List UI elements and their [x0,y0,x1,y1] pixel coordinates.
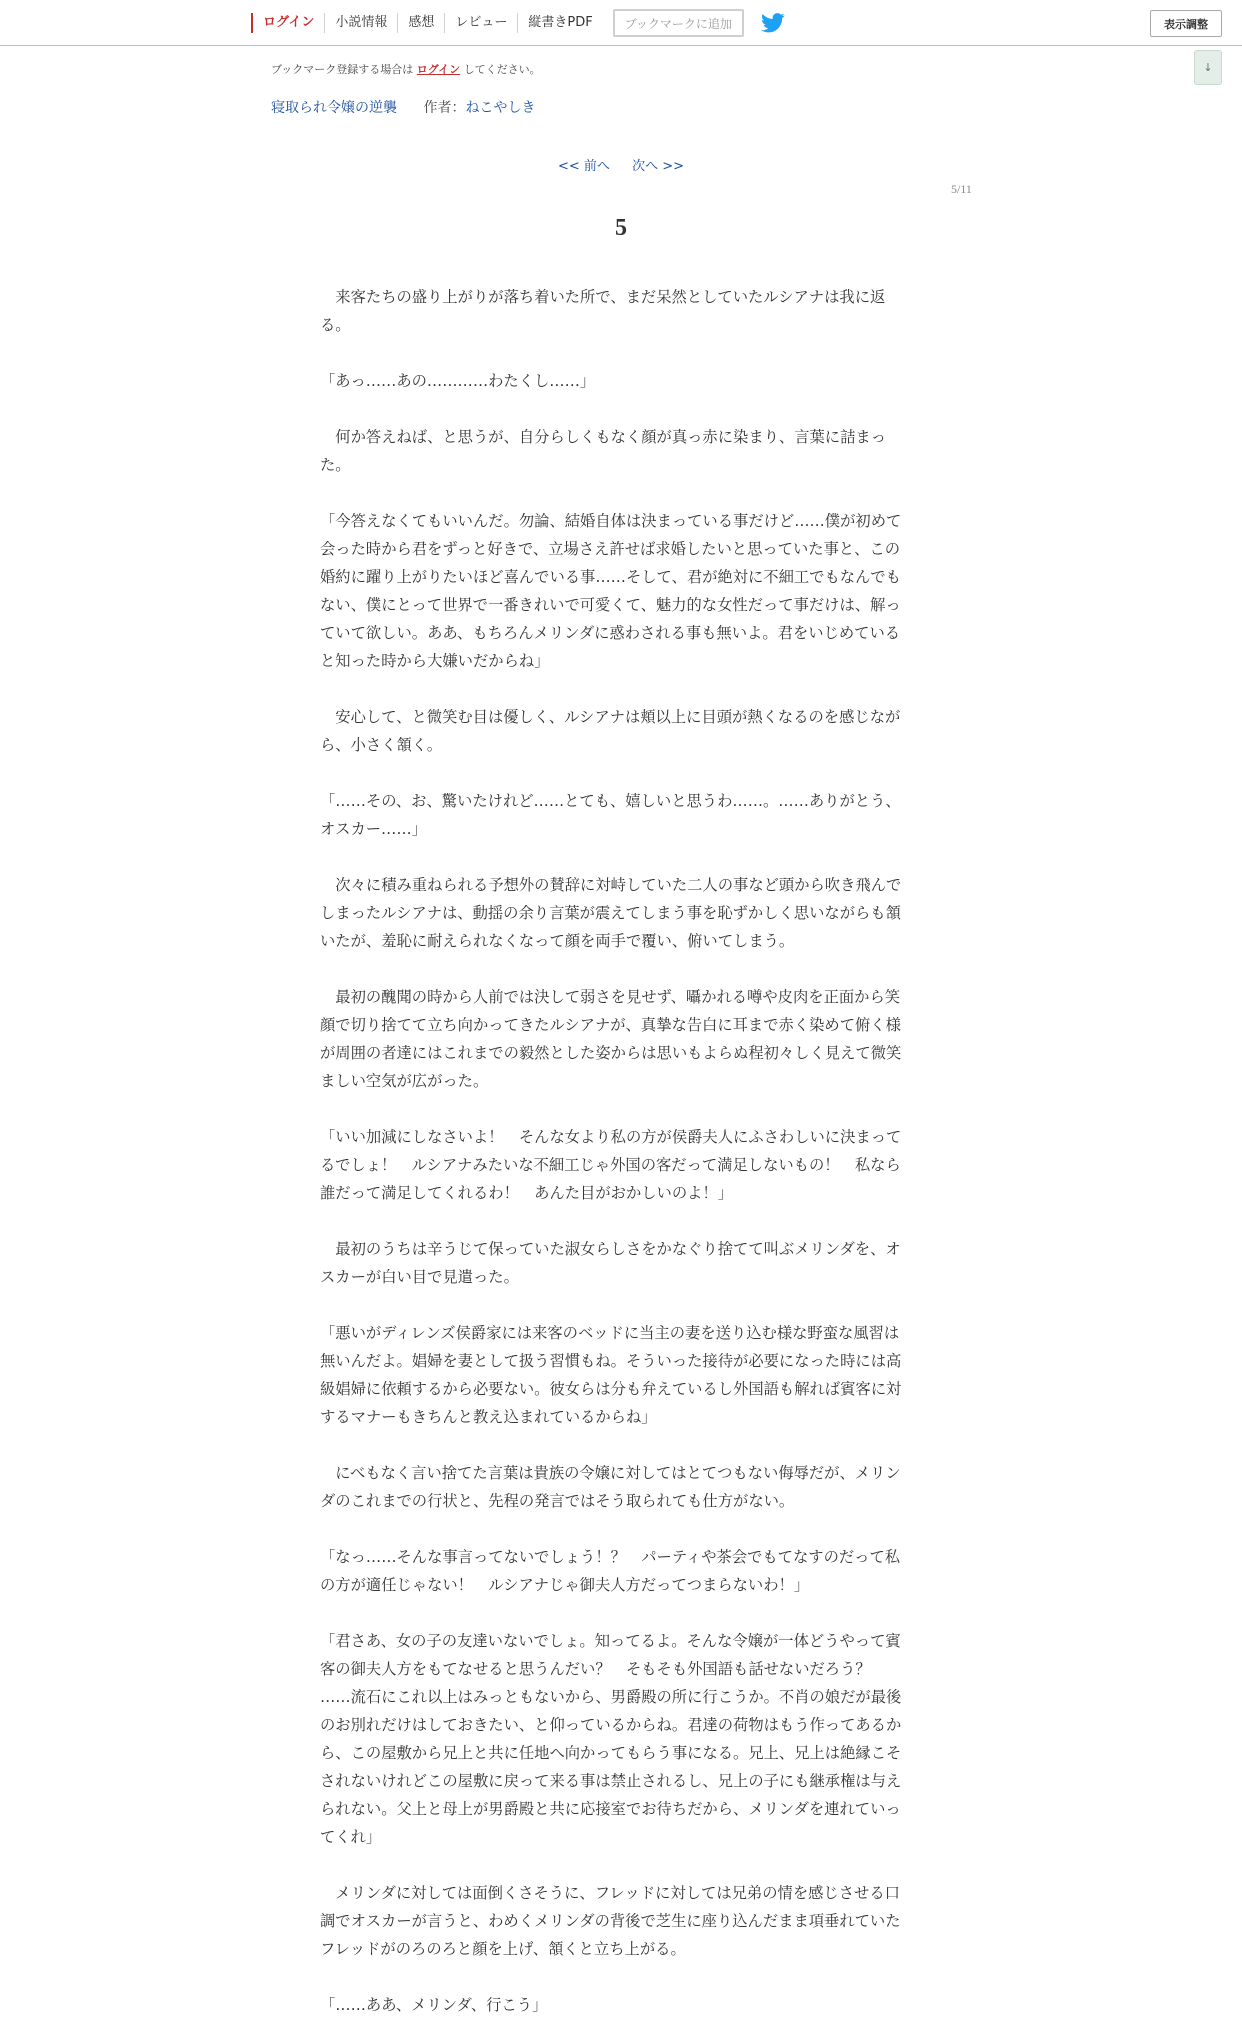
page-number: 5/11 [951,182,972,196]
body-paragraph: 「いい加減にしなさいよ！ そんな女より私の方が侯爵夫人にふさわしいに決まってるでしょ！ ルシアナみたいな不細工じゃ外国の客だって満足しないもの！ 私なら誰だって満足してくれるわ！ あんた目がおかしいのよ！」 [320,1128,902,1202]
top-bar [0,0,1242,46]
novel-title-line [271,97,535,117]
bookmark-note-suffix: してください。 [463,63,541,76]
nav-review-link[interactable]: レビュー [444,13,517,33]
body-paragraph: 「君さあ、女の子の友達いないでしょ。知ってるよ。そんな令嬢が一体どうやって賓客の御夫人方をもてなせると思うんだい？ そもそも外国語も話せないだろう？ ……流石にこれ以上はみっともないから、男爵殿の所に行こうか。不肖の娘だが最後のお別れだけはしておきたい、と仰っているからね。君達の荷物はもう作ってあるから、この屋敷から兄上と共に任地へ向かってもらう事になる。兄上、兄上は絶縁こそされないけれどこの屋敷に戻って来る事は禁止されるし、兄上の子にも継承権は与えられない。父上と母上が男爵殿と共に応接室でお待ちだから、メリンダを連れていってくれ」 [320,1632,902,1846]
body-paragraph: 最初のうちは辛うじて保っていた淑女らしさをかなぐり捨てて叫ぶメリンダを、オスカーが白い目で見遣った。 [320,1240,901,1286]
body-paragraph: 何か答えねば、と思うが、自分らしくもなく顔が真っ赤に染まり、言葉に詰まった。 [320,428,886,474]
body-paragraph: 安心して、と微笑む目は優しく、ルシアナは頬以上に目頭が熱くなるのを感じながら、小さく頷く。 [320,708,901,754]
chapter-pager [0,155,1242,174]
nav-vertical-pdf-link[interactable]: 縦書きPDF [517,13,602,33]
nav-login-link[interactable]: ログイン [251,13,324,33]
body-paragraph: 次々に積み重ねられる予想外の賛辞に対峙していた二人の事など頭から吹き飛んでしまったルシアナは、動揺の余り言葉が震えてしまう事を恥ずかしく思いながらも頷いたが、羞恥に耐えられなくなって顔を両手で覆い、俯いてしまう。 [320,876,902,950]
author-link[interactable]: ねこやしき [465,100,536,116]
body-paragraph: 来客たちの盛り上がりが落ち着いた所で、まだ呆然としていたルシアナは我に返る。 [320,288,886,334]
next-chapter-link[interactable]: 次へ >> [632,159,684,174]
author-label: 作者： [423,100,466,116]
novel-title-link[interactable]: 寝取られ令嬢の逆襲 [271,100,397,116]
novel-body [320,283,913,2014]
nav-impressions-link[interactable]: 感想 [397,13,444,33]
bookmark-note-prefix: ブックマーク登録する場合は [271,63,414,76]
bookmark-note-login-link[interactable]: ログイン [416,63,461,76]
bookmark-login-note [271,61,541,77]
body-paragraph: 最初の醜聞の時から人前では決して弱さを見せず、囁かれる噂や皮肉を正面から笑顔で切り捨てて立ち向かってきたルシアナが、真摯な告白に耳まで赤く染めて俯く様が周囲の者達にはこれまでの毅然とした姿からは思いもよらぬ程初々しく見えて微笑ましい空気が広がった。 [320,988,902,1090]
body-paragraph: 「悪いがディレンズ侯爵家には来客のベッドに当主の妻を送り込む様な野蛮な風習は無いんだよ。娼婦を妻として扱う習慣もね。そういった接待が必要になった時には高級娼婦に依頼するから必要ない。彼女らは分も弁えているし外国語も解れば賓客に対するマナーもきちんと教え込まれているからね」 [320,1324,902,1426]
scroll-down-button[interactable]: ↓ [1194,50,1222,85]
add-bookmark-button[interactable]: ブックマークに追加 [613,9,744,37]
body-paragraph: 「……ああ、メリンダ、行こう」 [320,1996,548,2014]
display-settings-button[interactable]: 表示調整 [1150,10,1222,37]
body-paragraph: 「あっ……あの…………わたくし……」 [320,372,596,390]
body-paragraph: 「なっ……そんな事言ってないでしょう！？ パーティや茶会でもてなすのだって私の方が適任じゃない！ ルシアナじゃ御夫人方だってつまらないわ！」 [320,1548,901,1594]
body-paragraph: にべもなく言い捨てた言葉は貴族の令嬢に対してはとてつもない侮辱だが、メリンダのこれまでの行状と、先程の発言ではそう取られても仕方がない。 [320,1464,901,1510]
chapter-title: 5 [615,215,627,241]
prev-chapter-link[interactable]: << 前へ [558,159,610,174]
twitter-bird-icon[interactable] [760,10,786,36]
body-paragraph: メリンダに対しては面倒くさそうに、フレッドに対しては兄弟の情を感じさせる口調でオスカーが言うと、わめくメリンダの背後で芝生に座り込んだまま項垂れていたフレッドがのろのろと顔を上げ、頷くと立ち上がる。 [320,1884,901,1958]
top-nav [251,0,786,46]
body-paragraph: 「今答えなくてもいいんだ。勿論、結婚自体は決まっている事だけど……僕が初めて会った時から君をずっと好きで、立場さえ許せば求婚したいと思っていた事と、この婚約に躍り上がりたいほど喜んでいる事……そして、君が絶対に不細工でもなんでもない、僕にとって世界で一番きれいで可愛くて、魅力的な女性だって事だけは、解っていて欲しい。ああ、もちろんメリンダに惑わされる事も無いよ。君をいじめていると知った時から大嫌いだからね」 [320,512,902,670]
body-paragraph: 「……その、お、驚いたけれど……とても、嬉しいと思うわ……。……ありがとう、オスカー……」 [320,792,901,838]
nav-novel-info-link[interactable]: 小説情報 [324,13,397,33]
